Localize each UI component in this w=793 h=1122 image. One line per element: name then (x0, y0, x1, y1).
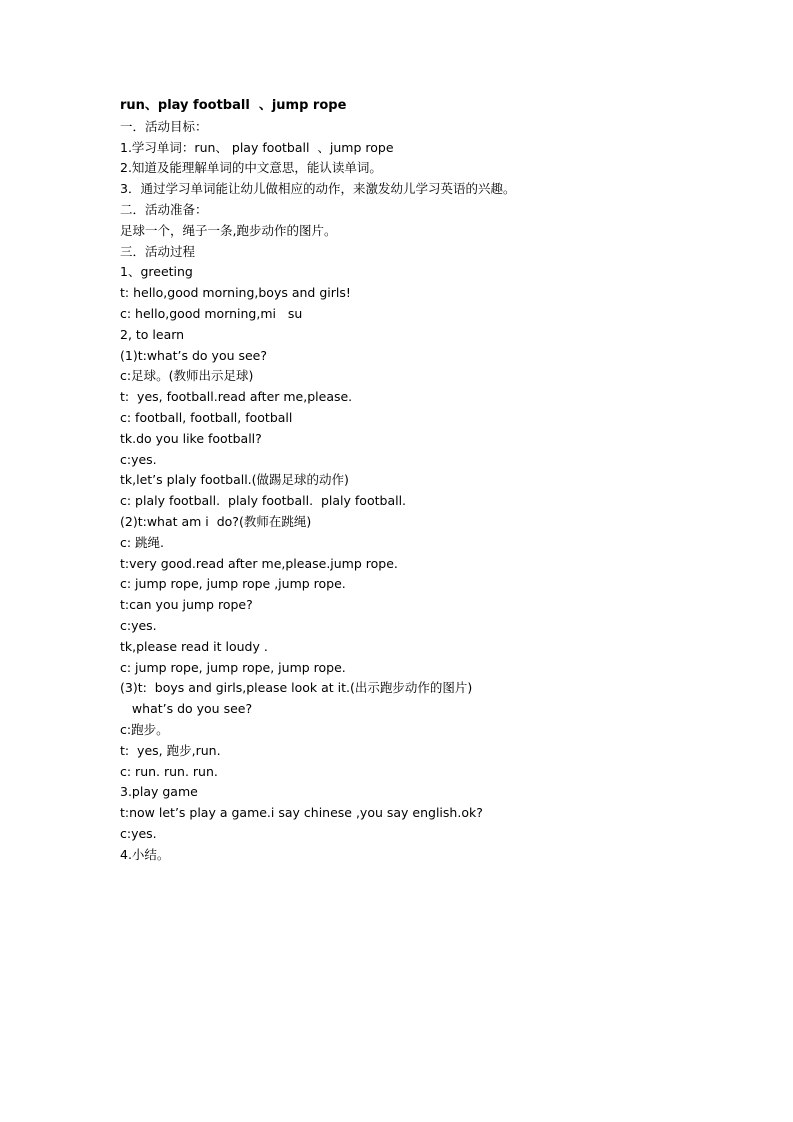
text-line: tk,let’s plaly football.(做踢足球的动作) (120, 472, 349, 488)
document-body (120, 96, 680, 865)
text-line: 2, to learn (120, 326, 185, 342)
text-line: t: yes, 跑步,run. (120, 742, 221, 758)
text-line: (1)t:what’s do you see? (120, 347, 268, 363)
text-line: 足球一个，绳子一条,跑步动作的图片。 (120, 222, 337, 238)
text-line: c: jump rope, jump rope ,jump rope. (120, 576, 346, 592)
text-line: c:跑步。 (120, 721, 169, 737)
text-line: 三．活动过程 (120, 243, 196, 259)
text-line: tk.do you like football? (120, 430, 262, 446)
text-line: 二．活动准备： (120, 201, 208, 217)
text-line: c:yes. (120, 451, 157, 467)
text-line: c: run. run. run. (120, 763, 218, 779)
text-line: (2)t:what am i do?(教师在跳绳) (120, 513, 312, 529)
text-line: c:足球。(教师出示足球) (120, 368, 254, 384)
text-line: t:now let’s play a game.i say chinese ,you say english.ok? (120, 805, 483, 821)
text-line: c: 跳绳. (120, 534, 165, 550)
text-line: t:can you jump rope? (120, 597, 253, 613)
text-line: 2.知道及能理解单词的中文意思，能认读单词。 (120, 160, 382, 176)
text-line: (3)t: boys and girls,please look at it.(出示跑步动作的图片) (120, 680, 473, 696)
text-line: 一．活动目标： (120, 118, 208, 134)
text-line: 3．通过学习单词能让幼儿做相应的动作，来激发幼儿学习英语的兴趣。 (120, 181, 516, 197)
text-line: c: football, football, football (120, 409, 293, 425)
text-line: 1、greeting (120, 264, 193, 280)
text-line: 4.小结。 (120, 846, 170, 862)
text-line: 3.play game (120, 784, 198, 800)
lesson-plan-lines (120, 117, 680, 866)
text-line: 1.学习单词：run、 play football 、jump rope (120, 139, 394, 155)
text-line: c: hello,good morning,mi su (120, 305, 303, 321)
text-line: what’s do you see? (120, 701, 253, 717)
document-title: run、play football 、jump rope (120, 98, 347, 113)
text-line: t: yes, football.read after me,please. (120, 389, 353, 405)
text-line: t: hello,good morning,boys and girls! (120, 285, 351, 301)
text-line: c: plaly football. plaly football. plaly football. (120, 493, 407, 509)
text-line: c: jump rope, jump rope, jump rope. (120, 659, 346, 675)
text-line: c:yes. (120, 617, 157, 633)
text-line: t:very good.read after me,please.jump rope. (120, 555, 398, 571)
text-line: tk,please read it loudy . (120, 638, 268, 654)
text-line: c:yes. (120, 825, 157, 841)
